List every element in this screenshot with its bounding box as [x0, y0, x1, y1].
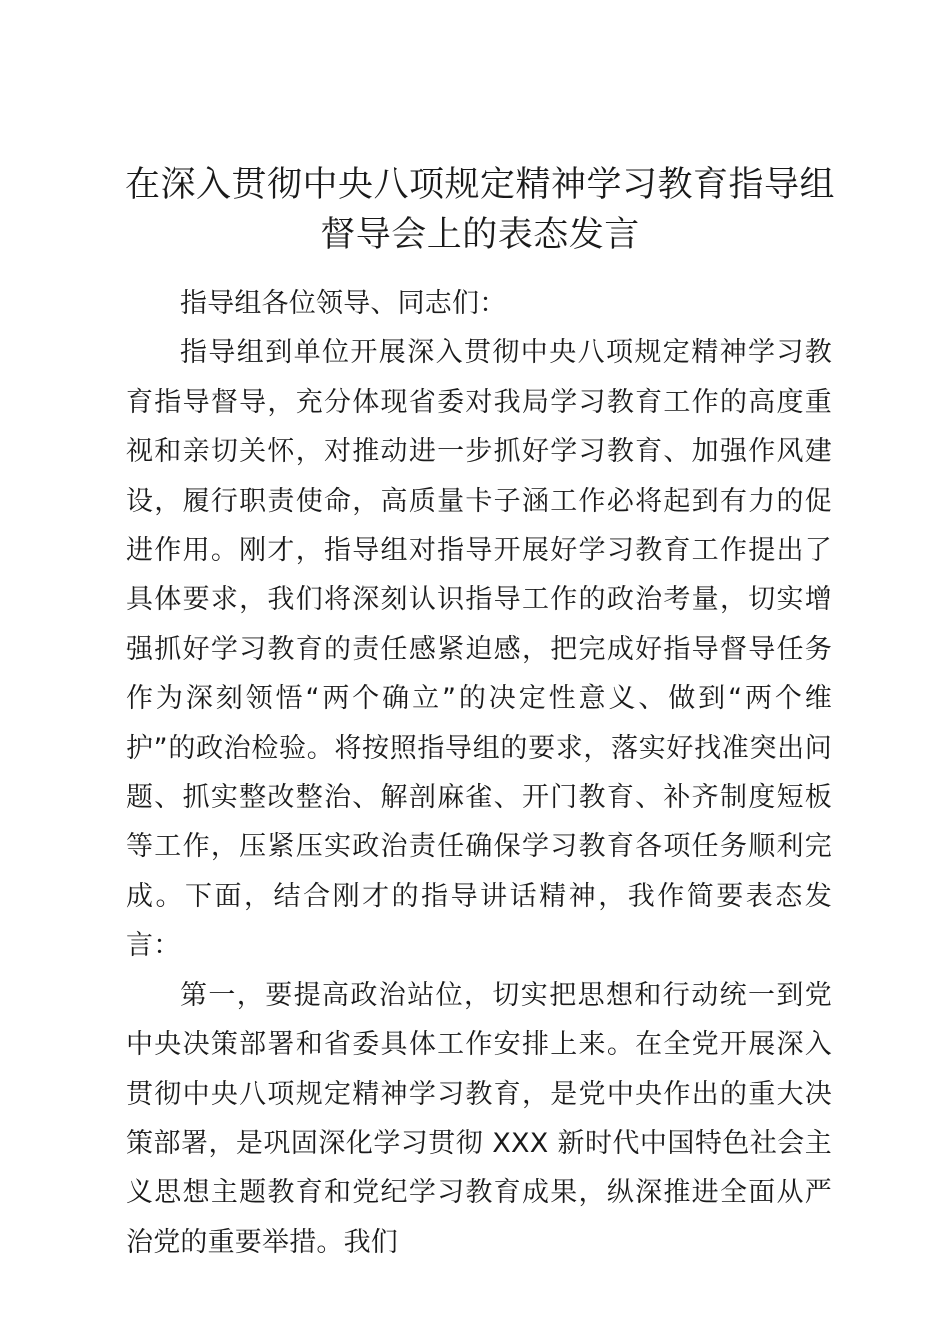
- salutation: 指导组各位领导、同志们：: [180, 288, 507, 319]
- document-title: 在深入贯彻中央八项规定精神学习教育指导组督导会上的表态发言: [124, 165, 835, 255]
- document-body: [126, 279, 832, 1267]
- paragraph-2: 第一，要提高政治站位，切实把思想和行动统一到党中央决策部署和省委具体工作安排上来。在全党开展深入贯彻中央八项规定精神学习教育，是党中央作出的重大决策部署，是巩固深化学习贯彻 XXX 新时代中国特色社会主义思想主题教育和党纪学习教育成果，纵深推进全面从严治党的重要举措。我们: [126, 979, 832, 1258]
- paragraph-1: 指导组到单位开展深入贯彻中央八项规定精神学习教育指导督导，充分体现省委对我局学习教育工作的高度重视和亲切关怀，对推动进一步抓好学习教育、加强作风建设，履行职责使命，高质量卡子涵工作必将起到有力的促进作用。刚才，指导组对指导开展好学习教育工作提出了具体要求，我们将深刻认识指导工作的政治考量，切实增强抓好学习教育的责任感紧迫感，把完成好指导督导任务作为深刻领悟“两个确立”的决定性意义、做到“两个维护”的政治检验。将按照指导组的要求，落实好找准突出问题、抓实整改整治、解剖麻雀、开门教育、补齐制度短板等工作，压紧压实政治责任确保学习教育各项任务顺利完成。下面，结合刚才的指导讲话精神，我作简要表态发言：: [126, 337, 832, 962]
